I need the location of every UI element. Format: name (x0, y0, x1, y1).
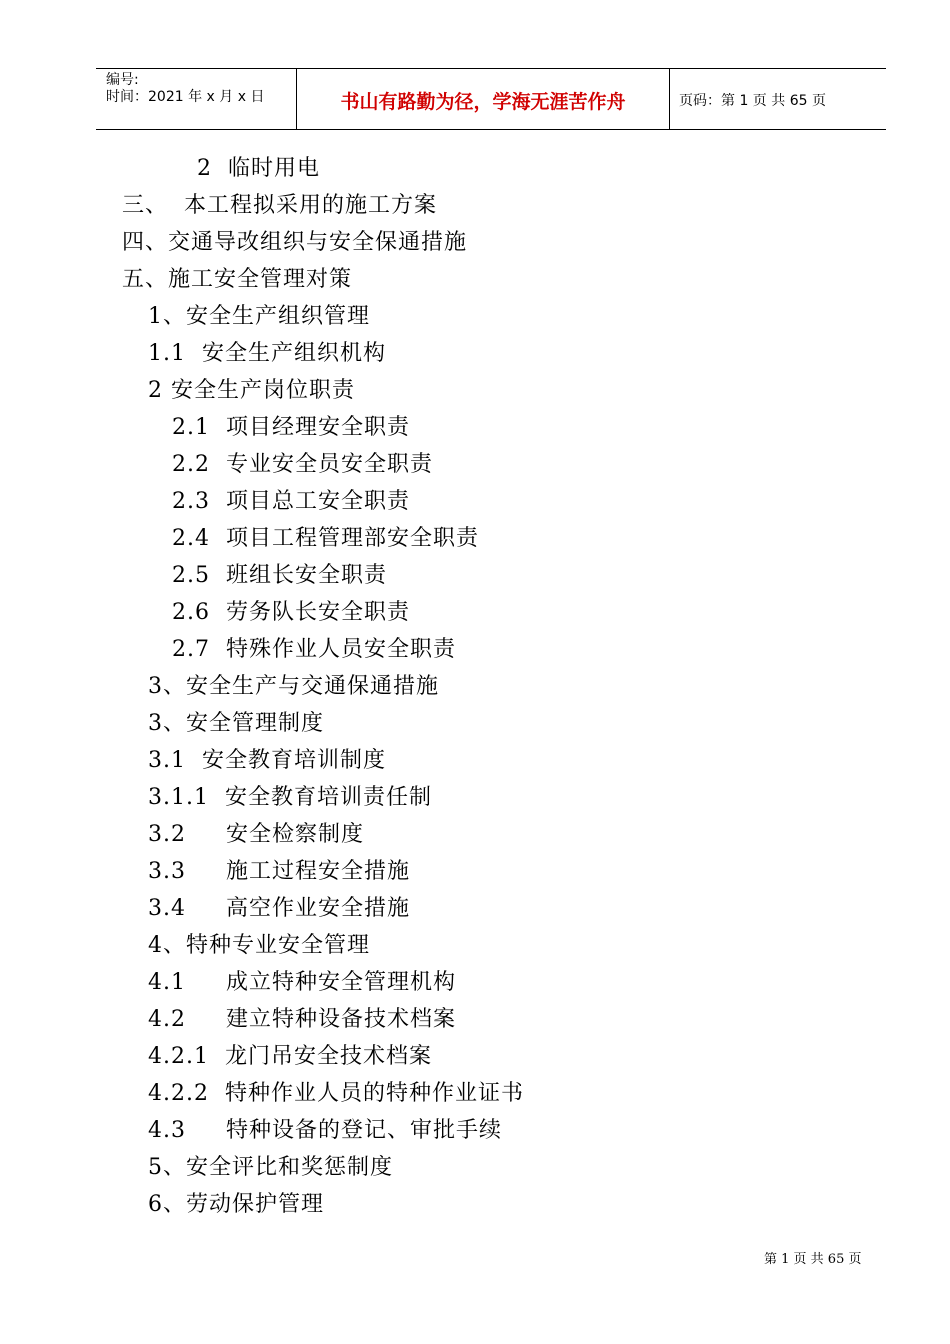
toc-entry: 2.7 特殊作业人员安全职责 (172, 637, 456, 662)
toc-entry: 2.4 项目工程管理部安全职责 (172, 526, 479, 551)
toc-entry: 4.2.2 特种作业人员的特种作业证书 (148, 1081, 524, 1106)
footer-page-number: 第 1 页 共 65 页 (764, 1252, 862, 1267)
toc-entry: 2.6 劳务队长安全职责 (172, 600, 410, 625)
toc-entry: 3.2 安全检察制度 (148, 822, 364, 847)
toc-entry: 4.3 特种设备的登记、审批手续 (148, 1118, 502, 1143)
toc-entry: 3.4 高空作业安全措施 (148, 896, 410, 921)
header-motto: 书山有路勤为径，学海无涯苦作舟 (340, 91, 626, 113)
document-time-label: 时间：2021 年 x 月 x 日 (106, 89, 265, 105)
toc-entry: 4、特种专业安全管理 (148, 933, 370, 958)
toc-entry: 1、安全生产组织管理 (148, 304, 370, 329)
toc-entry: 四、交通导改组织与安全保通措施 (122, 230, 468, 255)
toc-entry: 三、 本工程拟采用的施工方案 (122, 193, 437, 218)
toc-entry: 4.2.1 龙门吊安全技术档案 (148, 1044, 432, 1069)
document-number-label: 编号: (106, 72, 139, 88)
header-page-cell (669, 69, 886, 129)
toc-entry: 2 临时用电 (197, 156, 320, 181)
toc-entry: 3.1 安全教育培训制度 (148, 748, 386, 773)
toc-entry: 4.1 成立特种安全管理机构 (148, 970, 456, 995)
toc-entry: 3、安全管理制度 (148, 711, 324, 736)
toc-entry: 2.5 班组长安全职责 (172, 563, 387, 588)
toc-entry: 2 安全生产岗位职责 (148, 378, 355, 403)
toc-entry: 2.1 项目经理安全职责 (172, 415, 410, 440)
toc-entry: 五、施工安全管理对策 (122, 267, 353, 292)
toc-entry: 2.2 专业安全员安全职责 (172, 452, 433, 477)
toc-entry: 3、安全生产与交通保通措施 (148, 674, 439, 699)
toc-entry: 1.1 安全生产组织机构 (148, 341, 386, 366)
header-page-number: 页码：第 1 页 共 65 页 (679, 93, 826, 109)
toc-entry: 3.1.1 安全教育培训责任制 (148, 785, 432, 810)
toc-entry: 2.3 项目总工安全职责 (172, 489, 410, 514)
header-motto-cell (296, 69, 670, 129)
toc-entry: 3.3 施工过程安全措施 (148, 859, 410, 884)
toc-entry: 5、安全评比和奖惩制度 (148, 1155, 393, 1180)
toc-entry: 6、劳动保护管理 (148, 1192, 324, 1217)
header-meta-cell (96, 69, 296, 129)
toc-entry: 4.2 建立特种设备技术档案 (148, 1007, 456, 1032)
page-header (96, 68, 886, 130)
